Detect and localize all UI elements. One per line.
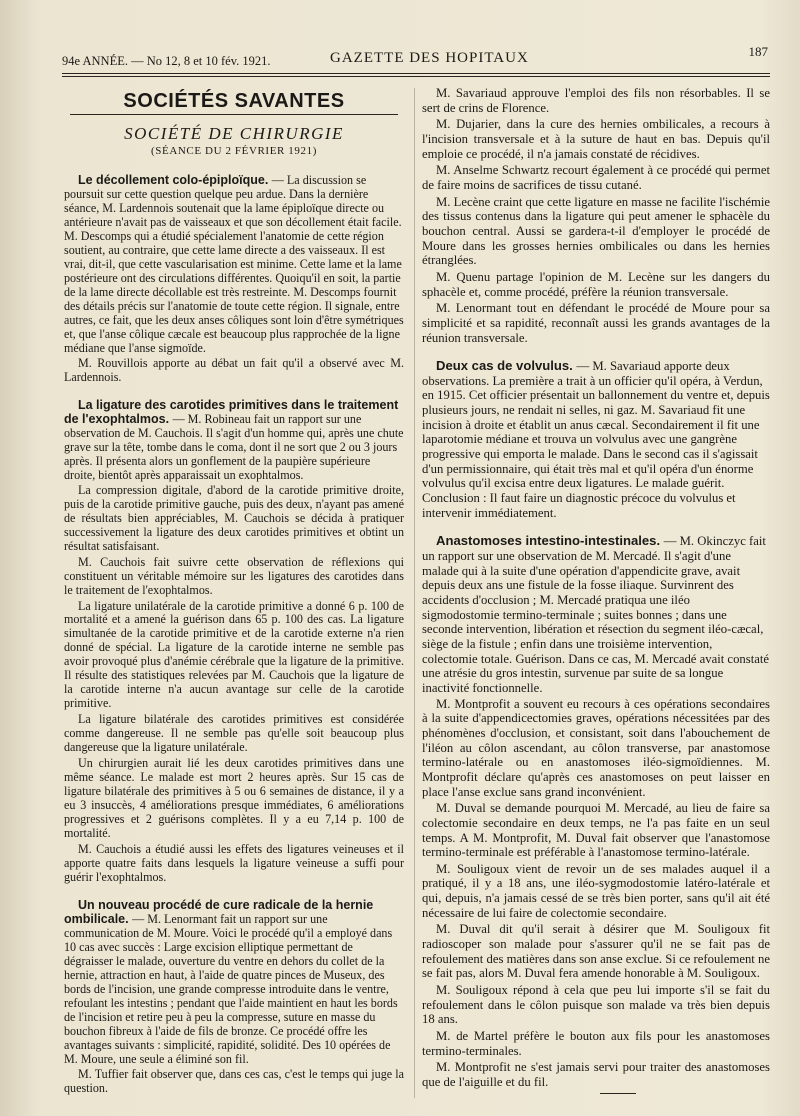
article-lead: — La discussion se poursuit sur cette question quelque peu ardue. Dans la dernière séance, M. Lardennois soutenait que la lame épiploïque directe ou antérieure n'avait pas de vaisseaux et que son décollement était facile. M. Descomps qui a étudié spécialement l'anatomie de cette région soutient, au contraire, que cette lame directe a des vaisseaux. Il est vrai, dit-il, que cette vascularisation est minime. Cette lame et la lame postérieure ont des circulations différentes. Quoiqu'il en soit, la partie de la lame directe décollable est très restreinte. M. Descomps fournit des détails précis sur l'anatomie de toute cette région. Il signale, entre autres, ce fait, que les deux anses côliques sont loin d'être symétriques et, que l'anse côlique cæcale est beaucoup plus rapprochée de la ligne médiane que l'anse sigmoïde. xyxy=(64,172,404,355)
paragraph: La ligature bilatérale des carotides primitives est considérée comme dangereuse. Il ne semble pas qu'elle soit beaucoup plus dangereuse que la ligature unilatérale. xyxy=(64,712,404,755)
paragraph: M. Montprofit a souvent eu recours à ces opérations secondaires à la suite d'appendicectomies graves, opérations nécessitées par des phénomènes d'occlusion, et consistant, soit dans l'abouchement de l'iléon au côlon ascendant, au côlon transverse, par anastomose termino-latérale ou en anastomoses iléo-sigmoïdiennes. M. Montprofit déclare qu'après ces anastomoses on peut laisser en place l'anse exclue sans grand inconvénient. xyxy=(422,696,770,799)
paragraph: La compression digitale, d'abord de la carotide primitive droite, puis de la carotide primitive gauche, puis des deux, n'ayant pas amené de résultats bien appréciables, M. Cauchois se décida à pratiquer successivement la ligature des deux carotides primitives et obtint un résultat satisfaisant. xyxy=(64,482,404,553)
journal-title: GAZETTE DES HOPITAUX xyxy=(330,50,529,66)
article-lead: — M. Lenormant fait un rapport sur une communication de M. Moure. Voici le procédé qu'il a employé dans 10 cas avec succès : Large excision elliptique permettant de dégraisser le malade, ouverture du ventre en dehors du collet de la hernie, attraction en haut, à l'aide de quatre pinces de Museux, des bords de l'incision, une grande compresse introduite dans le ventre, refoulant les intestins ; pendant que l'aide maintient en haut les bords de l'incision et retire peu à peu la compresse, suture en masse du bouchon fibreux à l'aide de fils de bronze. Ce procédé offre les avantages suivants : simplicité, rapidité, solidité. Des 10 opérées de M. Moure, une seule a éliminé son fil. xyxy=(64,912,398,1067)
column-divider xyxy=(414,88,415,1098)
paragraph: M. Cauchois a étudié aussi les effets des ligatures veineuses et il apporte quatre faits dans lesquels la ligature veineuse a suffi pour guérir l'exophtalmos. xyxy=(64,842,404,885)
paragraph: M. Souligoux répond à cela que peu lui importe s'il se fait du refoulement dans le côlon puisque son malade va très bien depuis 18 ans. xyxy=(422,983,770,1027)
article-heading-text: Le décollement colo-épiploïque. xyxy=(78,172,269,187)
society-title: SOCIÉTÉ DE CHIRURGIE xyxy=(124,123,344,143)
paragraph: M. Anselme Schwartz recourt également à ce procédé qui permet de faire moins de sacrifices de tissu cutané. xyxy=(422,163,770,192)
article-heading-text: Anastomoses intestino-intestinales. xyxy=(436,533,661,549)
paragraph: M. Cauchois fait suivre cette observation de réflexions qui constituent un véritable mémoire sur les ligatures des carotides dans le traitement de l'exophtalmos. xyxy=(64,554,404,597)
paragraph: M. Quenu partage l'opinion de M. Lecène sur les dangers du sphacèle et, comme procédé, préfère la réunion transversale. xyxy=(422,269,770,299)
article-heading-text: Un nouveau procédé de cure radicale de la hernie ombilicale. xyxy=(64,898,374,927)
issue-info: 94e ANNÉE. — No 12, 8 et 10 fév. 1921. xyxy=(62,54,271,68)
article-lead: — M. Savariaud apporte deux observations. La première a trait à un officier qu'il opéra, à Verdun, en 1915. Cet officier présentait un ballonnement du ventre et, depuis plusieurs jours, ne rendait ni selles, ni gaz. M. Savariaud fit une incision à droite et établit un anus cæcal. Secondairement il fit une laparotomie médiane et trouva un volvulus avec une gangrène progressive qui emporta le malade. Dans le second cas il s'agissait d'un permissionnaire, qui était très mal et qu'il opéra d'un énorme volvulus qu'il excisa entre deux ligatures. Le malade guérit. Conclusion : Il faut faire un diagnostic précoce du volvulus et intervenir immédiatement. xyxy=(422,359,770,520)
section-title: SOCIÉTÉS SAVANTES xyxy=(123,90,345,112)
article-lead: — M. Robineau fait un rapport sur une observation de M. Cauchois. Il s'agit d'un homme qui, après une chute grave sur la tête, tombe dans le coma, dont il ne sort que 2 ou 3 jours après. Il présenta alors un gonflement de la paupière supérieure droite, bientôt après apparaissait un exophtalmos. xyxy=(64,411,404,482)
article-heading xyxy=(64,398,404,482)
page-number: 187 xyxy=(748,44,768,59)
right-column xyxy=(422,86,770,1090)
paragraph: M. Duval se demande pourquoi M. Mercadé, au lieu de faire sa colectomie secondaire en deux temps, ne l'a pas faite en un seul temps. A M. Montprofit, M. Duval fait observer que l'anastomose termino-terminale est préférable à l'anastomose termino-latérale. xyxy=(422,801,770,860)
session-date: (SÉANCE DU 2 FÉVRIER 1921) xyxy=(151,144,317,157)
article-heading xyxy=(422,359,770,520)
paragraph: M. Dujarier, dans la cure des hernies ombilicales, a recours à l'incision transversale et à la suture de haut en bas. Depuis qu'il emploie ce procédé, il n'a jamais constaté de récidives. xyxy=(422,117,770,161)
paragraph: M. Tuffier fait observer que, dans ces cas, c'est le temps qui juge la question. xyxy=(64,1067,404,1095)
article-heading-text: Deux cas de volvulus. xyxy=(436,358,573,374)
section-title-rule xyxy=(70,114,398,115)
paragraph: M. de Martel préfère le bouton aux fils pour les anastomoses termino-terminales. xyxy=(422,1029,770,1058)
paragraph: La ligature unilatérale de la carotide primitive a donné 6 p. 100 de mortalité et a amené la guérison dans 65 p. 100 des cas. La ligature simultanée de la carotide primitive et de la carotide externe n'a rien donné de spécial. La ligature de la carotide interne ne semble pas avoir provoqué plus d'anémie cérébrale que la ligature de la primitive. Il résulte des statistiques relevées par M. Cauchois que la ligature de la carotide interne n'a aucun avantage sur celle de la carotide primitive. xyxy=(64,598,404,711)
left-column xyxy=(64,86,404,1095)
article-lead: — M. Okinczyc fait un rapport sur une observation de M. Mercadé. Il s'agit d'une malade qui à la suite d'une opération d'appendicite grave, avait depuis deux ans une fistule de la fosse iliaque. Survinrent des accidents d'occlusion ; M. Mercadé pratiqua une iléo sigmodostomie termino-terminale ; suites bonnes ; dans une seconde intervention, libération et résection du segment iléo-cæcal, siège de la fistule ; enfin dans une troisième intervention, colectomie totale. Guérison. Dans ce cas, M. Mercadé avait constaté une atrésie du gros intestin, survenue par suite de sa longue inactivité fonctionnelle. xyxy=(422,534,770,695)
article-heading xyxy=(64,898,404,1066)
paragraph: M. Montprofit ne s'est jamais servi pour traiter des anastomoses que de l'aiguille et du fil. xyxy=(422,1060,770,1089)
end-rule xyxy=(600,1093,636,1094)
header-rule xyxy=(62,73,770,74)
article-heading-text: La ligature des carotides primitives dans le traitement de l'exophtalmos. xyxy=(64,397,399,426)
paragraph: M. Duval dit qu'il serait à désirer que M. Souligoux fit radioscoper son malade pour s'assurer qu'il ne se fait pas de refoulement des matières dans son anse exclue. Si ce refoulement ne se fait pas, alors M. Duval fera amende honorable à M. Souligoux. xyxy=(422,922,770,981)
paragraph: M. Souligoux vient de revoir un de ses malades auquel il a pratiqué, il y a 18 ans, une iléo-sygmodostomie latéro-latérale et qui, depuis, n'a jamais cessé de se très bien porter, sans qu'il ait été nécessaire de lui faire de colectomie secondaire. xyxy=(422,861,770,920)
paragraph: M. Lenormant tout en défendant le procédé de Moure pour sa simplicité et sa rapidité, reconnaît aussi les grands avantages de la réunion transversale. xyxy=(422,301,770,345)
article-heading xyxy=(422,534,770,695)
running-header xyxy=(62,44,770,70)
paragraph: M. Lecène craint que cette ligature en masse ne facilite l'ischémie des tissus contenus dans la ligature qui peut amener le sphacèle du bouchon central. Aussi se gardera-t-il d'employer le procédé de Moure dans les grosses hernies ombilicales ou dans les hernies étranglées. xyxy=(422,194,770,268)
paragraph: Un chirurgien aurait lié les deux carotides primitives dans une même séance. Le malade est mort 2 heures après. Sur 15 cas de ligature bilatérale des primitives à 5 ou 6 semaines de distance, il y a eu 3 insuccès, 4 améliorations presque immédiates, 6 améliorations progressives et 2 guérisons complètes. Il y a eu 7,14 p. 100 de mortalité. xyxy=(64,756,404,841)
header-rule-double xyxy=(62,76,770,77)
article-heading xyxy=(64,173,404,355)
paragraph: M. Rouvillois apporte au débat un fait qu'il a observé avec M. Lardennois. xyxy=(64,355,404,384)
paragraph: M. Savariaud approuve l'emploi des fils non résorbables. Il se sert de crins de Florence. xyxy=(422,86,770,115)
